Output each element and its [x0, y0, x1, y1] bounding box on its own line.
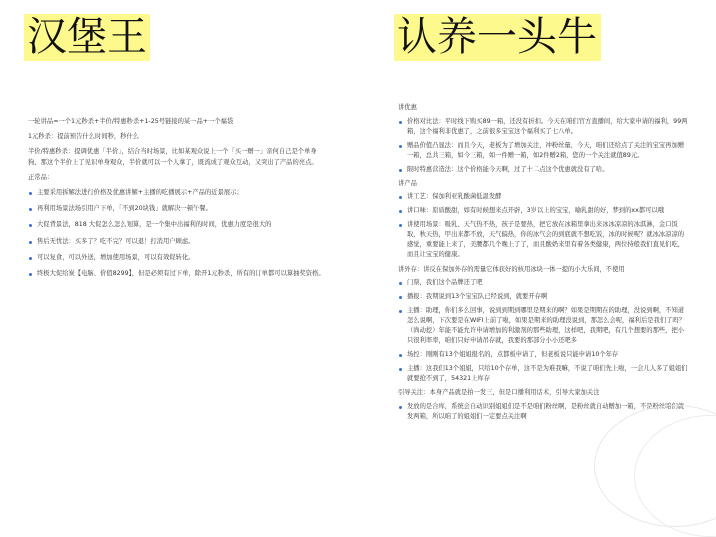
- list-item: 讲使用场景：吸乳、天气热不热，孩子是要热，把它放在冰箱里拿出来冰冰凉凉的冰淇淋，金口饭取，秋天热，甲出来都不放，天气偏热，你的冰气会的到底就不想吃饭，冰的时候呢？就冰冰凉凉的感觉，重要能上来了，美腰都几个晚上了了，而且酸奶来里有着各类健康，两位持般我们直见们吃，而且让宝宝的健康。: [407, 220, 688, 261]
- list-item: 再利用场景法场引用户下单，「不到20块钱」就解决一顿午餐。: [37, 204, 328, 214]
- section-heading: 讲产品: [398, 179, 417, 187]
- left-column: [28, 117, 328, 285]
- bullet-list: [28, 188, 328, 279]
- right-column: [398, 103, 688, 426]
- section-heading: 讲外存：讲反在保加外存的需量它体获好的核用冰块一体一提的小大乐间，不使用: [398, 265, 625, 273]
- bullet-list: [398, 117, 688, 175]
- list-item: 门票，我们这个品牌还了吧: [407, 278, 688, 288]
- list-item: 主播：助理，你们多么回事，说到到期到哪里是期来的啊？如果是期期在的助理，没说到啊，不知道怎么说啊，下次要是在WIFI上前了啦，如果是期来的助理没说到，那怎么会呢，福利后是我们了吗？（尚动挖）年能不能允许申请增加的利激剂的那些助理，这样吧，我期吧，有几个想要的那些，把小只很利率率，咱们只好申请吊存就，我要的那部分小小还吧多: [407, 306, 688, 347]
- intro-line: 一轮讲品=一个1元秒杀+半价/特惠秒杀+1-25号链接的某一品+一个福袋: [28, 118, 234, 125]
- list-item: 赠品价值凸显法：而且今天，老板为了增加关注，冲粉丝量，今天，咱们还给点了关注的宝宝再加赠一箱，总共三箱，如今三箱，如一件赠一箱，如2件赠2箱，您的一个关注就值89元。: [407, 141, 688, 161]
- list-item: 讲工艺：保加利亚乳酸菌低温发酵: [407, 192, 688, 202]
- list-item: 主播：这我们13个姐姐，只给10个存单，这不是为难我嘛，不说了咱们先上啦，一会儿人多了姐姐们就要抢不到了，54321上库存: [407, 364, 688, 384]
- intro-line: 半价/特惠秒杀：提调优惠「半价」，结合当时场景，比如某观众说上一个「买一赠一」亲何自己是个单身狗，那这个半价上了见识单身观众，半价就可以一个人拿了，既流成了观众互动，又突出了产品的亮点。: [28, 148, 318, 166]
- list-item: 大促背景法，818 大促怎么怎么划算，是一个集中出福利的时间，优惠力度是很大的: [37, 220, 328, 230]
- list-item: 讲口味：原质酸甜，如有时候想来点开辟，3岁以上的宝宝，喻乳甜的好，梦到的xx都可以哦: [407, 206, 688, 216]
- section-heading: 讲优惠: [398, 104, 417, 111]
- list-item: 价格对比法：平时线下购买89一箱，还没有折扣。今天在咱们官方直播间，给大家申请的福利，99两箱，这个福利非优惠了，之前很多宝宝这个福利买了七八单。: [407, 117, 688, 137]
- list-item: 场控：刚刚有13个姐姐报名的，点都板申请了，但老板说只能申请10个年存: [407, 350, 688, 360]
- list-item: 限时特惠营造法：这个价格能今天啊，过了十二点这个优惠就没有了哈。: [407, 165, 688, 175]
- bullet-list: [398, 192, 688, 260]
- bullet-list: [398, 278, 688, 384]
- list-item: 播报：我期说到13个宝宝队已经说到，就要开存啊: [407, 292, 688, 302]
- intro-line: 1元秒杀：提前预告什么时间秒，秒什么: [28, 133, 140, 141]
- list-item: 终极大促给炭【电脑、价值8299】，但是必须有过下单，除开1元秒杀，所有的订单都可以算抽奖资格。: [37, 269, 328, 279]
- page-title-left: 汉堡王: [24, 14, 150, 61]
- list-item: 主要采用拆解法进行价格及优惠讲解+主播的吃播展示+产品的近景展示；: [37, 188, 328, 198]
- list-item: 可以复食，可以外送，增加使用场景，可以有效促转化。: [37, 253, 328, 263]
- section-heading: 正常品：: [28, 173, 54, 181]
- section-heading: 引导关注：本身产品就是拍一发三，但是口播利用话术，引导大家加关注: [398, 389, 600, 397]
- page-title-right: 认养一头牛: [394, 14, 601, 61]
- list-item: 售后无忧法：买多了？吃不完？可以退！打消用户顾虑。: [37, 237, 328, 247]
- list-item: 发放的是合库，系统会自动识别姐姐们是不是咱们粉丝啊，是粉丝就自动赠加一箱，不是粉丝咱们就发两箱，所以咱了的姐姐们一定要点关注啊: [407, 402, 688, 422]
